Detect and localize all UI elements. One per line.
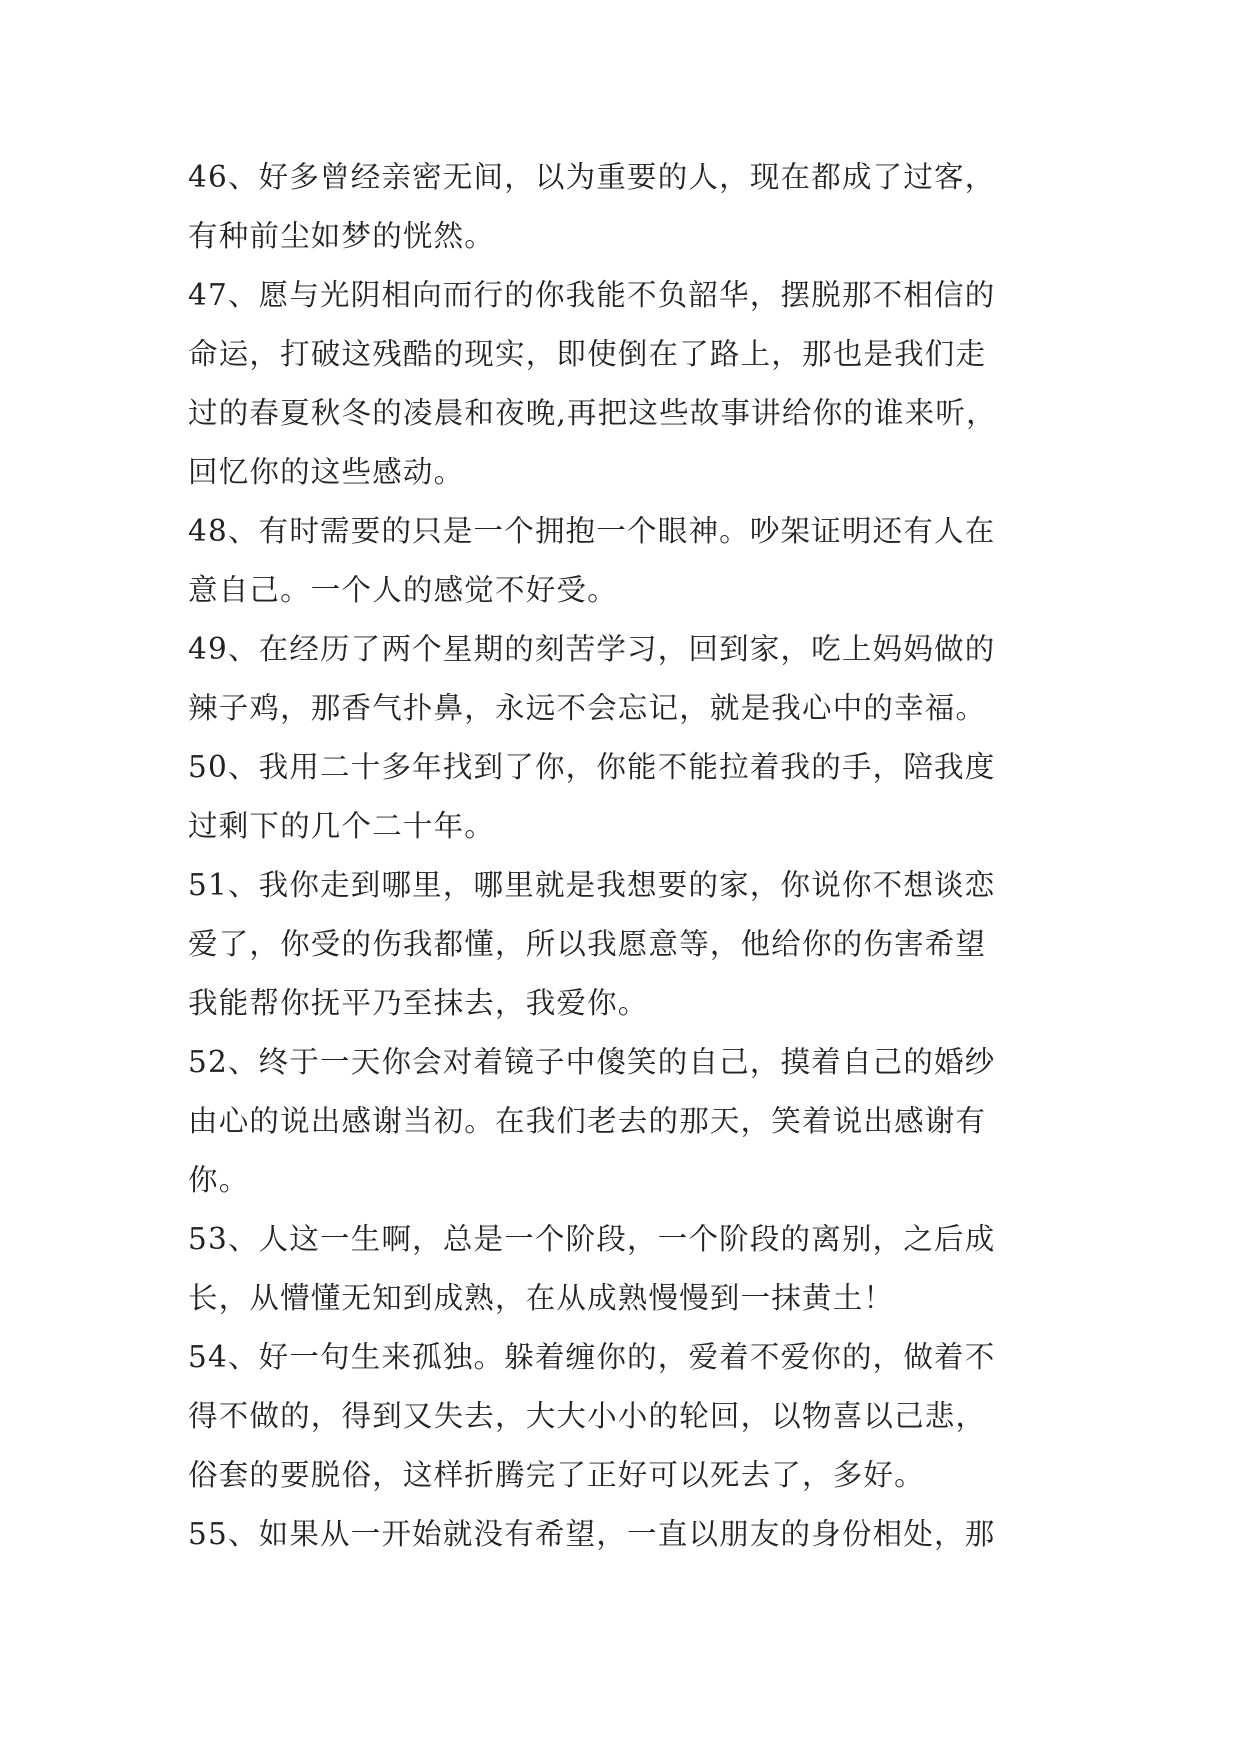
text-line: 由心的说出感谢当初。在我们老去的那天，笑着说出感谢有 (188, 1104, 987, 1138)
text-line: 有种前尘如梦的恍然。 (188, 219, 496, 253)
text-line: 46、好多曾经亲密无间，以为重要的人，现在都成了过客， (188, 160, 996, 194)
document-body (188, 148, 1068, 1564)
text-line: 回忆你的这些感动。 (188, 455, 465, 489)
text-line: 长，从懵懂无知到成熟，在从成熟慢慢到一抹黄土！ (188, 1281, 895, 1315)
text-line: 54、好一句生来孤独。躲着缠你的，爱着不爱你的，做着不 (188, 1340, 996, 1374)
text-line: 俗套的要脱俗，这样折腾完了正好可以死去了，多好。 (188, 1458, 925, 1492)
text-line: 我能帮你抚平乃至抹去，我爱你。 (188, 986, 649, 1020)
text-line: 意自己。一个人的感觉不好受。 (188, 573, 618, 607)
text-line: 得不做的，得到又失去，大大小小的轮回，以物喜以己悲， (188, 1399, 987, 1433)
text-line: 辣子鸡，那香气扑鼻，永远不会忘记，就是我心中的幸福。 (188, 691, 987, 725)
text-line: 爱了，你受的伤我都懂，所以我愿意等，他给你的伤害希望 (188, 927, 987, 961)
text-line: 55、如果从一开始就没有希望，一直以朋友的身份相处，那 (188, 1517, 996, 1551)
text-line: 47、愿与光阴相向而行的你我能不负韶华，摆脱那不相信的 (188, 278, 996, 312)
text-line: 50、我用二十多年找到了你，你能不能拉着我的手，陪我度 (188, 750, 996, 784)
text-line: 你。 (188, 1163, 250, 1197)
text-line: 51、我你走到哪里，哪里就是我想要的家，你说你不想谈恋 (188, 868, 996, 902)
text-line: 52、终于一天你会对着镜子中傻笑的自己，摸着自己的婚纱 (188, 1045, 996, 1079)
text-line: 命运，打破这残酷的现实，即使倒在了路上，那也是我们走 (188, 337, 987, 371)
text-line: 49、在经历了两个星期的刻苦学习，回到家，吃上妈妈做的 (188, 632, 996, 666)
text-line: 过的春夏秋冬的凌晨和夜晚,再把这些故事讲给你的谁来听， (188, 396, 997, 430)
text-line: 过剩下的几个二十年。 (188, 809, 496, 843)
text-line: 48、有时需要的只是一个拥抱一个眼神。吵架证明还有人在 (188, 514, 996, 548)
text-line: 53、人这一生啊，总是一个阶段，一个阶段的离别，之后成 (188, 1222, 996, 1256)
